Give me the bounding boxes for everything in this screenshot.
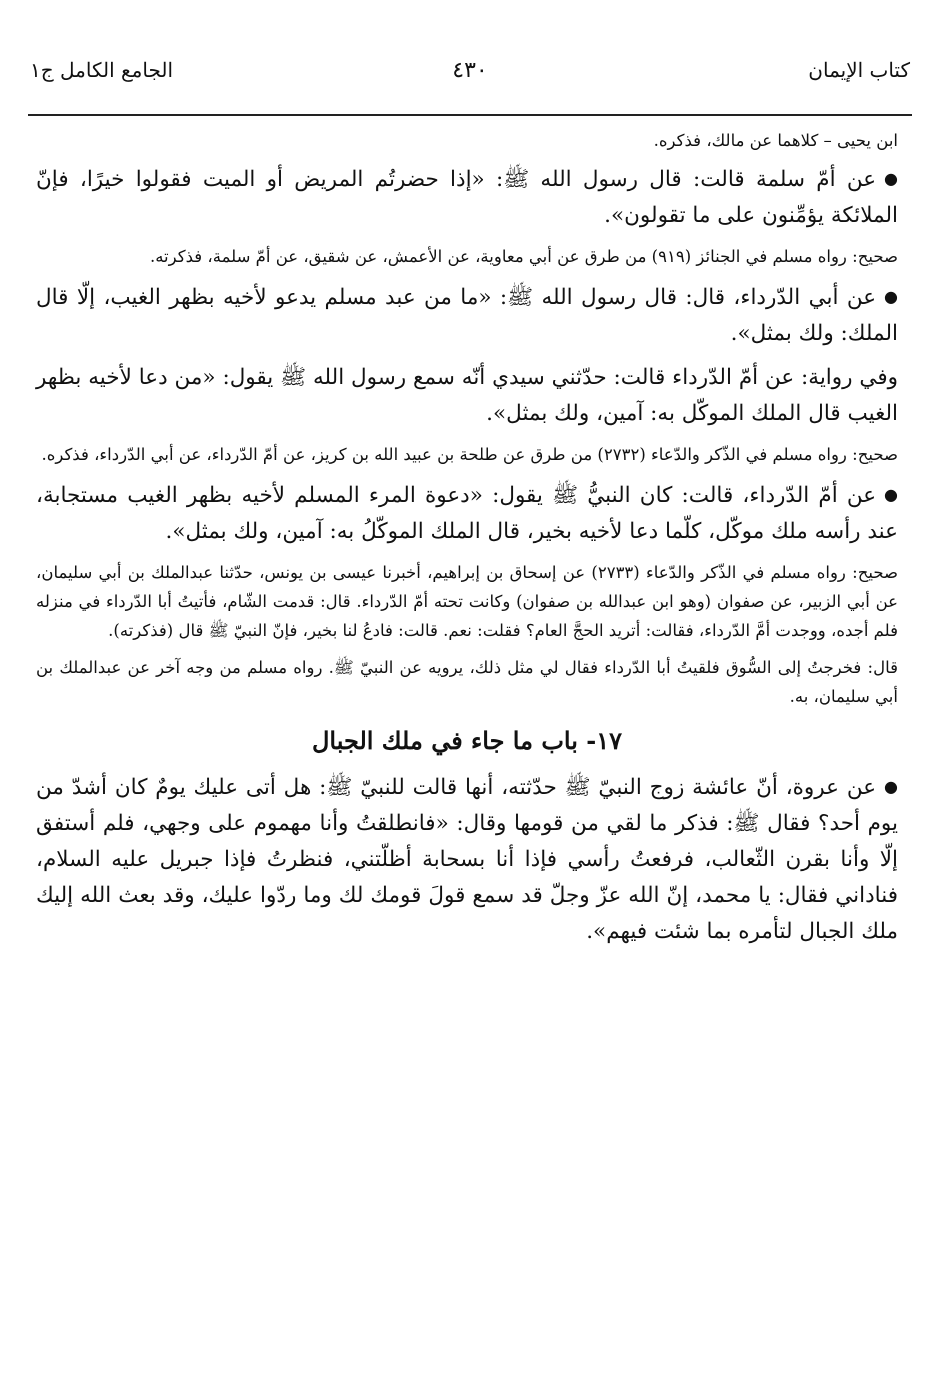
note-paragraph: صحيح: رواه مسلم في الجنائز (٩١٩) من طرق عن أبي معاوية، عن الأعمش، عن شقيق، عن أمّ سلمة، فذكرته. bbox=[149, 247, 898, 266]
chapter-heading: ١٧- باب ما جاء في ملك الجبال bbox=[311, 726, 623, 755]
hadith-paragraph: ●عن أمّ سلمة قالت: قال رسول الله ﷺ: «إذا حضرتُم المريض أو الميت فقولوا خيرًا، فإنّ الملائكة يؤمِّنون على ما تقولون». bbox=[36, 161, 898, 234]
page-body bbox=[36, 126, 898, 958]
hadith-paragraph: ●عن أمّ الدّرداء، قالت: كان النبيُّ ﷺ يقول: «دعوة المرء المسلم لأخيه بظهر الغيب مستجابة، عند رأسه ملك موكّل، كلّما دعا لأخيه بخير، قال الملك الموكّلُ به: آمين، ولك بمثل». bbox=[36, 477, 898, 550]
bullet-icon: ● bbox=[884, 287, 898, 306]
volume-label: الجامع الكامل ج١ bbox=[30, 58, 174, 82]
bullet-icon: ● bbox=[884, 485, 898, 504]
note-paragraph: صحيح: رواه مسلم في الذّكر والدّعاء (٢٧٣٣) عن إسحاق بن إبراهيم، أخبرنا عيسى بن يونس، حدّثنا عبدالملك بن أبي سليمان، عن أبي الزبير، عن صفوان (وهو ابن عبدالله بن صفوان) وكانت تحته أمّ الدّرداء. قال: قدمت الشّام، فأتيتُ أبا الدّرداء في منزله فلم أجده، ووجدت أمَّ الدّرداء، فقالت: أتريد الحجَّ العام؟ فقلت: نعم. قالت: فادعُ لنا بخير، فإنّ النبيّ ﷺ قال (فذكرته). bbox=[36, 563, 899, 640]
note-paragraph: صحيح: رواه مسلم في الذّكر والدّعاء (٢٧٣٢) من طرق عن طلحة بن عبيد الله بن كريز، عن أمّ الدّرداء، عن أبي الدّرداء، فذكره. bbox=[41, 445, 898, 464]
narration-paragraph: وفي رواية: عن أمّ الدّرداء قالت: حدّثني سيدي أنّه سمع رسول الله ﷺ يقول: «من دعا لأخيه بظهر الغيب قال الملك الموكّل به: آمين، ولك بمثل». bbox=[36, 365, 898, 426]
hadith-paragraph: ●عن أبي الدّرداء، قال: قال رسول الله ﷺ: «ما من عبد مسلم يدعو لأخيه بظهر الغيب، إلّا قال الملك: ولك بمثل». bbox=[36, 279, 898, 352]
page-header bbox=[30, 58, 910, 98]
bullet-icon: ● bbox=[884, 169, 898, 188]
note-paragraph: قال: فخرجتُ إلى السُّوق فلقيتُ أبا الدّرداء فقال لي مثل ذلك، يرويه عن النبيّ ﷺ. رواه مسلم من وجه آخر عن عبدالملك بن أبي سليمان، به. bbox=[36, 658, 898, 706]
page-number: ٤٣٠ bbox=[452, 58, 488, 83]
note-paragraph: ابن يحيى – كلاهما عن مالك، فذكره. bbox=[653, 131, 898, 150]
book-title: كتاب الإيمان bbox=[808, 58, 910, 82]
header-rule bbox=[28, 114, 912, 116]
hadith-paragraph: ●عن عروة، أنّ عائشة زوج النبيّ ﷺ حدّثته، أنها قالت للنبيّ ﷺ: هل أتى عليك يومٌ كان أشدّ من يوم أحد؟ فقال ﷺ: فذكر ما لقي من قومها وقال: «فانطلقتُ وأنا مهموم على وجهي، فلم أستفق إلّا وأنا بقرن الثّعالب، فرفعتُ رأسي فإذا أنا بسحابة أظلّتني، فنظرتُ فإذا جبريل عليه السلام، فناداني فقال: يا محمد، إنّ الله عزّ وجلّ قد سمع قولَ قومك لك وما ردّوا عليك، وقد بعث الله إليك ملك الجبال لتأمره بما شئت فيهم». bbox=[36, 769, 898, 950]
bullet-icon: ● bbox=[884, 777, 898, 796]
